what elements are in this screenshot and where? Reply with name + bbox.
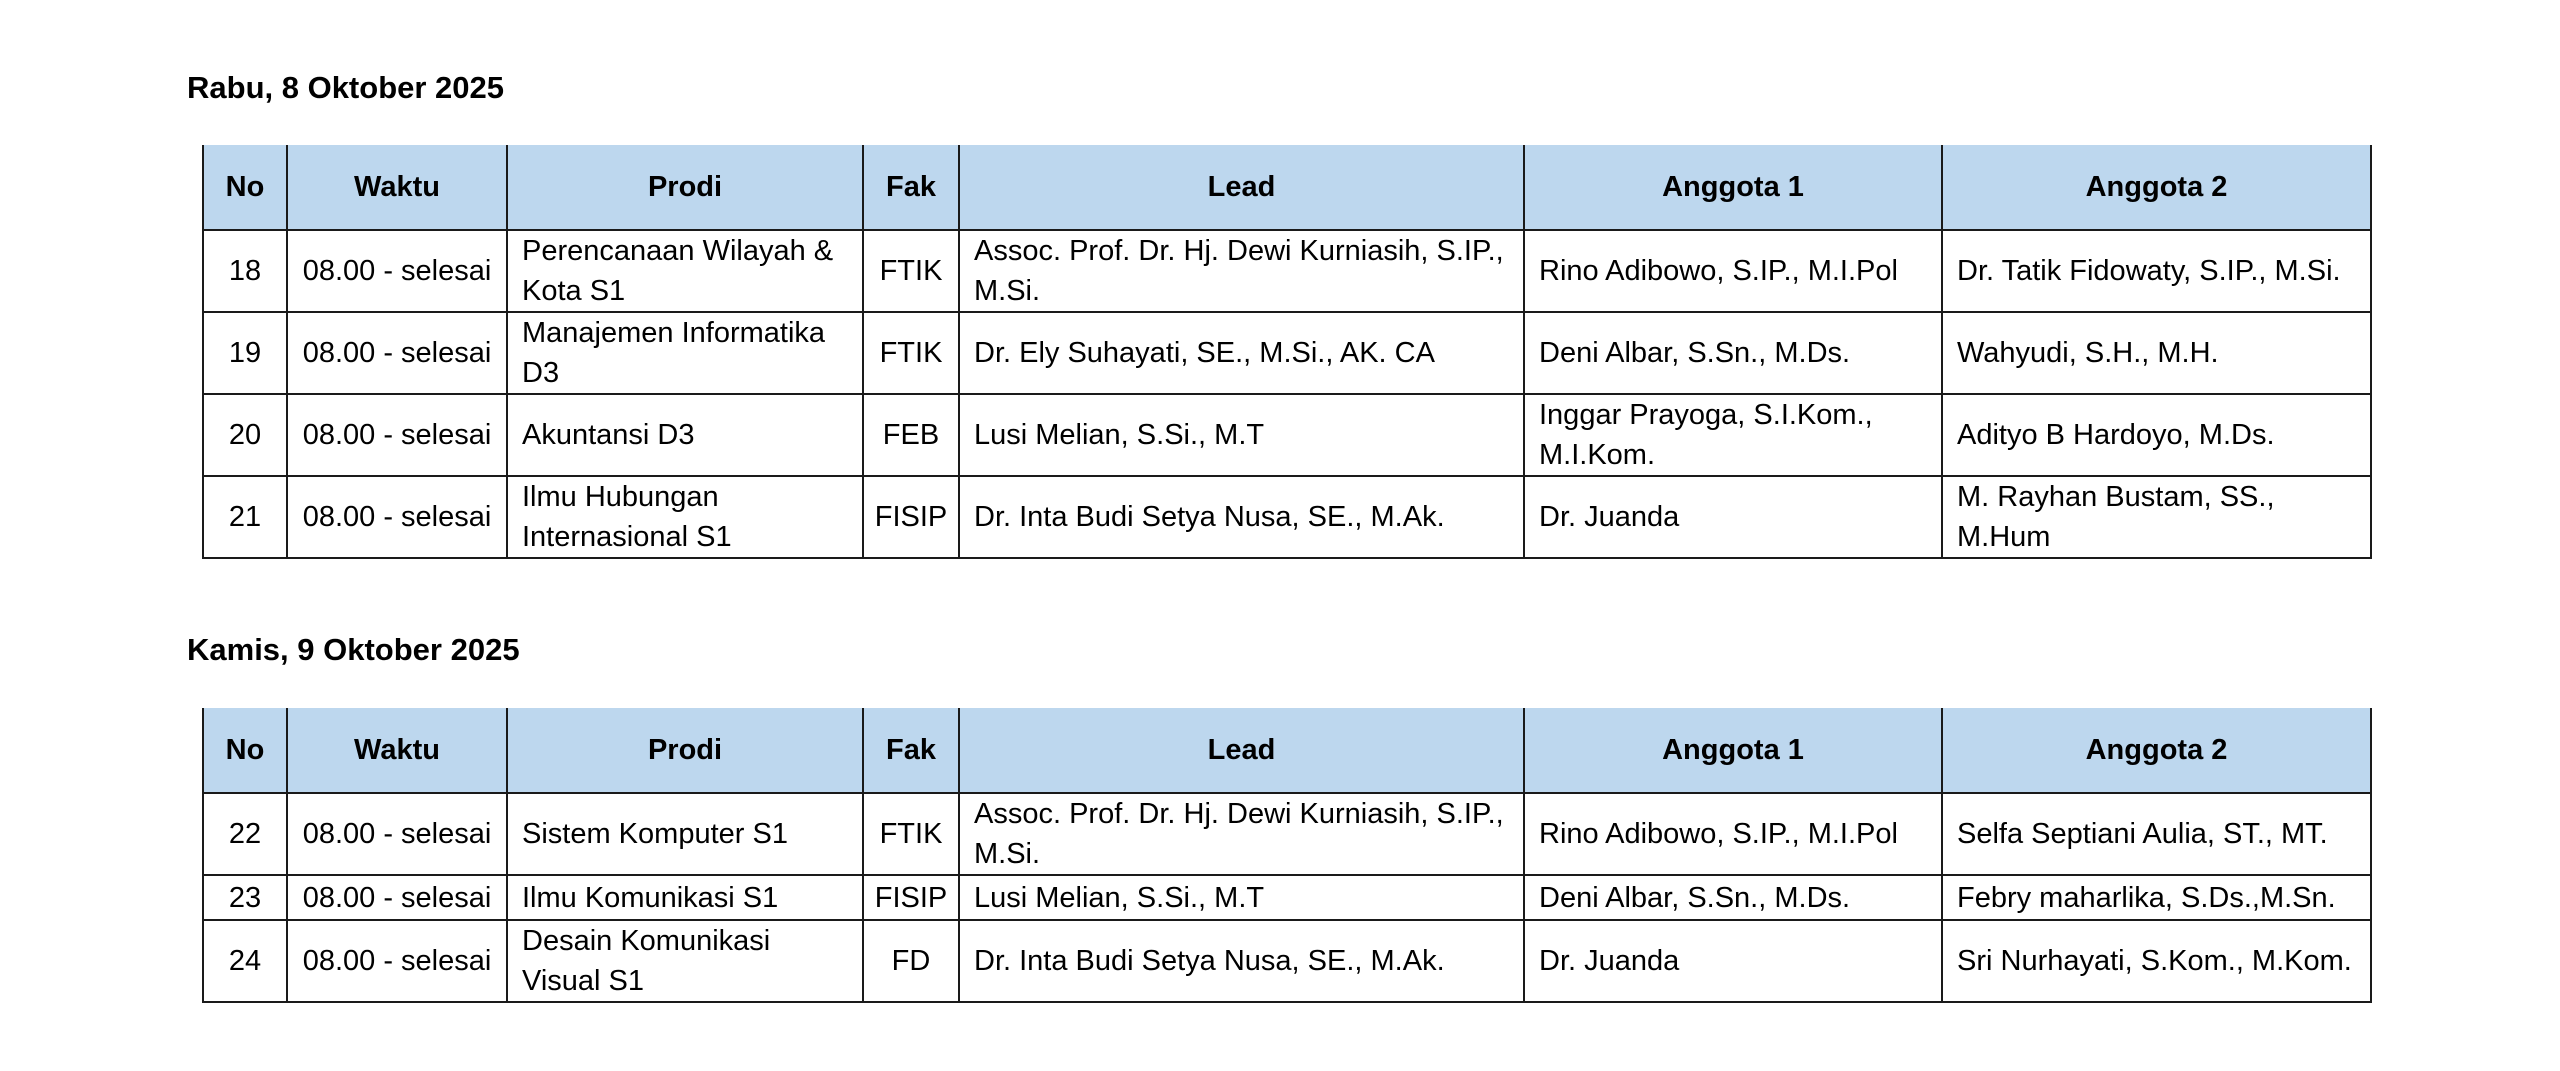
cell-fak: FEB bbox=[863, 394, 959, 476]
cell-anggota-1: Deni Albar, S.Sn., M.Ds. bbox=[1524, 875, 1942, 920]
cell-anggota-2: Febry maharlika, S.Ds.,M.Sn. bbox=[1942, 875, 2371, 920]
cell-lead: Assoc. Prof. Dr. Hj. Dewi Kurniasih, S.IP., M.Si. bbox=[959, 230, 1524, 312]
column-header-prodi: Prodi bbox=[507, 708, 863, 793]
cell-fak: FTIK bbox=[863, 312, 959, 394]
cell-anggota-2: Adityo B Hardoyo, M.Ds. bbox=[1942, 394, 2371, 476]
section-title-rabu: Rabu, 8 Oktober 2025 bbox=[187, 70, 505, 105]
cell-lead: Dr. Inta Budi Setya Nusa, SE., M.Ak. bbox=[959, 920, 1524, 1002]
column-header-lead: Lead bbox=[959, 145, 1524, 230]
cell-anggota-1: Dr. Juanda bbox=[1524, 476, 1942, 558]
cell-prodi: Akuntansi D3 bbox=[507, 394, 863, 476]
cell-no: 19 bbox=[203, 312, 287, 394]
cell-prodi: Perencanaan Wilayah & Kota S1 bbox=[507, 230, 863, 312]
column-header-prodi: Prodi bbox=[507, 145, 863, 230]
cell-anggota-2: Selfa Septiani Aulia, ST., MT. bbox=[1942, 793, 2371, 875]
cell-waktu: 08.00 - selesai bbox=[287, 793, 507, 875]
column-header-fak: Fak bbox=[863, 708, 959, 793]
cell-waktu: 08.00 - selesai bbox=[287, 230, 507, 312]
cell-lead: Assoc. Prof. Dr. Hj. Dewi Kurniasih, S.IP., M.Si. bbox=[959, 793, 1524, 875]
table-row bbox=[203, 920, 2371, 1002]
cell-lead: Lusi Melian, S.Si., M.T bbox=[959, 875, 1524, 920]
cell-fak: FD bbox=[863, 920, 959, 1002]
cell-anggota-2: Wahyudi, S.H., M.H. bbox=[1942, 312, 2371, 394]
cell-waktu: 08.00 - selesai bbox=[287, 476, 507, 558]
cell-anggota-2: M. Rayhan Bustam, SS., M.Hum bbox=[1942, 476, 2371, 558]
cell-anggota-1: Inggar Prayoga, S.I.Kom., M.I.Kom. bbox=[1524, 394, 1942, 476]
cell-anggota-2: Sri Nurhayati, S.Kom., M.Kom. bbox=[1942, 920, 2371, 1002]
schedule-table-rabu bbox=[202, 145, 2372, 559]
table-row bbox=[203, 394, 2371, 476]
table-header-row bbox=[203, 708, 2371, 793]
cell-fak: FTIK bbox=[863, 230, 959, 312]
cell-anggota-1: Rino Adibowo, S.IP., M.I.Pol bbox=[1524, 793, 1942, 875]
column-header-waktu: Waktu bbox=[287, 708, 507, 793]
column-header-anggota-2: Anggota 2 bbox=[1942, 708, 2371, 793]
cell-anggota-2: Dr. Tatik Fidowaty, S.IP., M.Si. bbox=[1942, 230, 2371, 312]
table-header-row bbox=[203, 145, 2371, 230]
cell-waktu: 08.00 - selesai bbox=[287, 394, 507, 476]
cell-prodi: Manajemen Informatika D3 bbox=[507, 312, 863, 394]
cell-no: 24 bbox=[203, 920, 287, 1002]
table-row bbox=[203, 312, 2371, 394]
table-row bbox=[203, 875, 2371, 920]
cell-no: 18 bbox=[203, 230, 287, 312]
cell-prodi: Ilmu Komunikasi S1 bbox=[507, 875, 863, 920]
column-header-anggota-1: Anggota 1 bbox=[1524, 145, 1942, 230]
cell-waktu: 08.00 - selesai bbox=[287, 312, 507, 394]
table-row bbox=[203, 230, 2371, 312]
cell-anggota-1: Dr. Juanda bbox=[1524, 920, 1942, 1002]
column-header-fak: Fak bbox=[863, 145, 959, 230]
table-row bbox=[203, 793, 2371, 875]
cell-no: 22 bbox=[203, 793, 287, 875]
column-header-anggota-2: Anggota 2 bbox=[1942, 145, 2371, 230]
cell-lead: Dr. Inta Budi Setya Nusa, SE., M.Ak. bbox=[959, 476, 1524, 558]
cell-no: 23 bbox=[203, 875, 287, 920]
cell-waktu: 08.00 - selesai bbox=[287, 875, 507, 920]
cell-anggota-1: Deni Albar, S.Sn., M.Ds. bbox=[1524, 312, 1942, 394]
column-header-waktu: Waktu bbox=[287, 145, 507, 230]
column-header-no: No bbox=[203, 145, 287, 230]
cell-lead: Dr. Ely Suhayati, SE., M.Si., AK. CA bbox=[959, 312, 1524, 394]
cell-fak: FISIP bbox=[863, 476, 959, 558]
cell-fak: FISIP bbox=[863, 875, 959, 920]
cell-anggota-1: Rino Adibowo, S.IP., M.I.Pol bbox=[1524, 230, 1942, 312]
section-title-kamis: Kamis, 9 Oktober 2025 bbox=[187, 632, 520, 667]
cell-prodi: Ilmu Hubungan Internasional S1 bbox=[507, 476, 863, 558]
column-header-anggota-1: Anggota 1 bbox=[1524, 708, 1942, 793]
cell-waktu: 08.00 - selesai bbox=[287, 920, 507, 1002]
column-header-lead: Lead bbox=[959, 708, 1524, 793]
schedule-table-kamis bbox=[202, 708, 2372, 1003]
table-row bbox=[203, 476, 2371, 558]
column-header-no: No bbox=[203, 708, 287, 793]
cell-fak: FTIK bbox=[863, 793, 959, 875]
cell-lead: Lusi Melian, S.Si., M.T bbox=[959, 394, 1524, 476]
cell-no: 21 bbox=[203, 476, 287, 558]
cell-prodi: Sistem Komputer S1 bbox=[507, 793, 863, 875]
cell-no: 20 bbox=[203, 394, 287, 476]
cell-prodi: Desain Komunikasi Visual S1 bbox=[507, 920, 863, 1002]
